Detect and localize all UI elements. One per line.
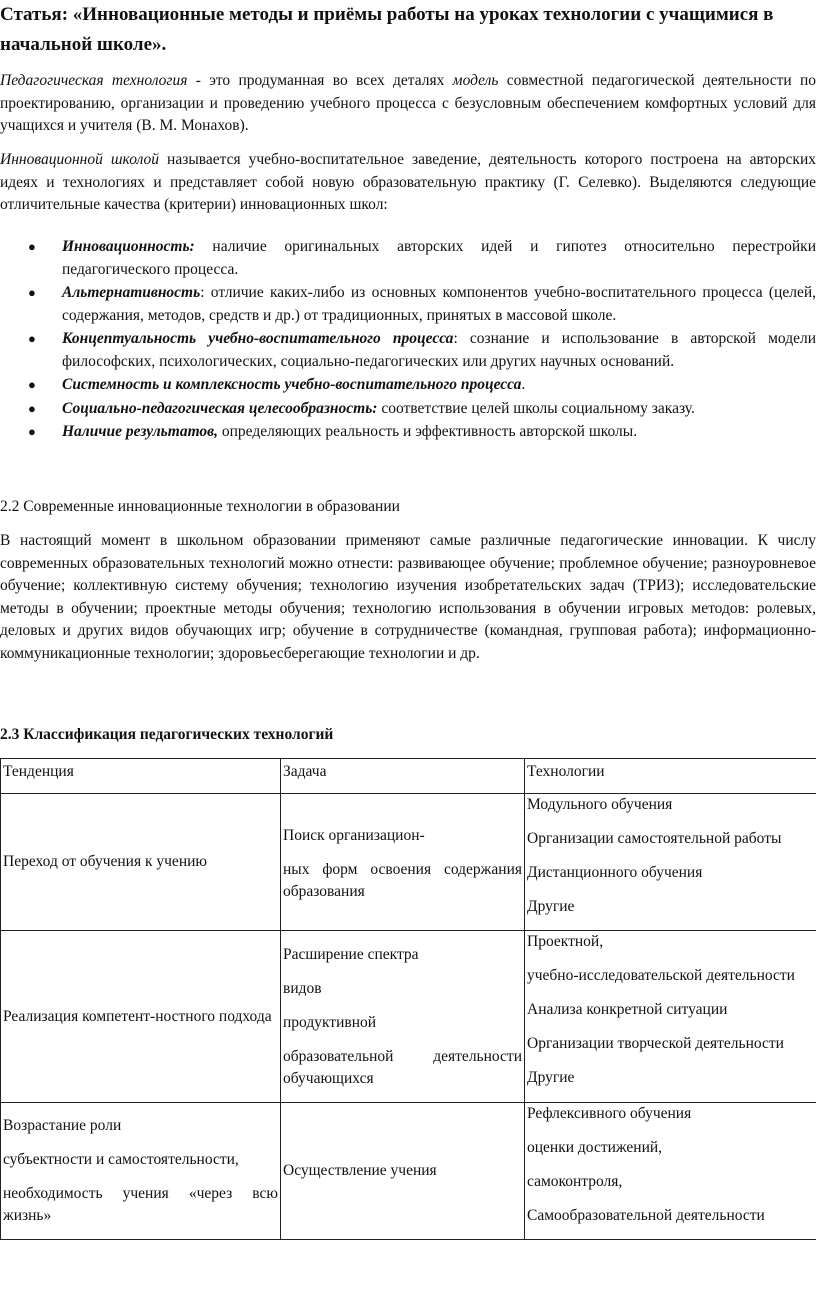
- bullet-icon: ●: [28, 377, 36, 392]
- article-title: Статья: «Инновационные методы и приёмы работы на уроках технологии с учащимися в начальной школе».: [0, 4, 774, 55]
- list-item: ● Концептуальность учебно-воспитательного процесса: сознание и использование в авторской модели философских, психологических, социально-педагогических или других научных оснований.: [28, 330, 816, 370]
- criteria-list: [0, 236, 816, 445]
- task-cell: Осуществление учения: [281, 1103, 525, 1240]
- technologies-cell: Проектной, учебно-исследовательской деятельности Анализа конкретной ситуации Организации творческой деятельности Другие: [525, 931, 816, 1103]
- bullet-icon: ●: [28, 331, 36, 346]
- classification-table: [0, 758, 816, 1240]
- definition-paragraph-technology: Педагогическая технология - это продуманная во всех деталях модель совместной педагогической деятельности по проектированию, организации и проведению учебного процесса с безусловным обеспечением комфортных условий для учащихся и учителя (В. М. Монахов).: [0, 72, 816, 134]
- list-item: ● Альтернативность: отличие каких-либо из основных компонентов учебно-воспитательного процесса (целей, содержания, методов, средств и др.) от традиционных, принятых в массовой школе.: [28, 284, 816, 324]
- trend-cell: Переход от обучения к учению: [1, 794, 281, 931]
- list-item: ● Наличие результатов, определяющих реальность и эффективность авторской школы.: [0, 421, 816, 444]
- list-item: ● Социально-педагогическая целесообразность: соответствие целей школы социальному заказу.: [0, 398, 816, 421]
- list-item: ● Инновационность: наличие оригинальных авторских идей и гипотез относительно перестройки педагогического процесса.: [28, 238, 816, 278]
- column-header-task: Задача: [281, 759, 525, 794]
- column-header-trend: Тенденция: [1, 759, 281, 794]
- trend-cell: Возрастание роли субъектности и самостоятельности, необходимость учения «через всю жизнь»: [1, 1103, 281, 1240]
- term-innovative-school: Инновационной школой: [0, 151, 160, 168]
- section-2-3-heading: 2.3 Классификация педагогических технологий: [0, 726, 334, 743]
- technologies-cell: Рефлексивного обучения оценки достижений, самоконтроля, Самообразовательной деятельности: [525, 1103, 816, 1240]
- term-ped-technology: Педагогическая технология: [0, 72, 188, 89]
- column-header-technologies: Технологии: [525, 759, 816, 794]
- table-row: [1, 794, 816, 931]
- table-row: [1, 1103, 816, 1240]
- task-cell: Расширение спектра видов продуктивной образовательной деятельности обучающихся: [281, 931, 525, 1103]
- trend-cell: Реализация компетент-ностного подхода: [1, 931, 281, 1103]
- section-2-2-body: В настоящий момент в школьном образовании применяют самые различные педагогические инновации. К числу современных образовательных технологий можно отнести: развивающее обучение; проблемное обучение; разноуровневое обучение; коллективную систему обучения; технологию изучения изобретательских задач (ТРИЗ); исследовательские методы в обучении; проектные методы обучения; технологию использования в обучении игровых методов: ролевых, деловых и других видов обучающих игр; обучение в сотрудничестве (командная, групповая работа); информационно-коммуникационные технологии; здоровьесберегающие технологии и др.: [0, 532, 816, 662]
- bullet-icon: ●: [28, 285, 36, 300]
- section-2-2-heading: 2.2 Современные инновационные технологии в образовании: [0, 498, 400, 515]
- bullet-icon: ●: [28, 239, 36, 254]
- bullet-icon: ●: [28, 424, 36, 439]
- table-row: [1, 931, 816, 1103]
- term-model: модель: [452, 72, 499, 89]
- bullet-icon: ●: [28, 400, 36, 416]
- table-header-row: [1, 759, 816, 794]
- definition-paragraph-school: Инновационной школой называется учебно-воспитательное заведение, деятельность которого построена на авторских идеях и технологиях и представляет собой новую образовательную практику (Г. Селевко). Выделяются следующие отличительные качества (критерии) инновационных школ:: [0, 151, 816, 213]
- task-cell: Поиск организацион- ных форм освоения содержания образования: [281, 794, 525, 931]
- technologies-cell: Модульного обучения Организации самостоятельной работы Дистанционного обучения Другие: [525, 794, 816, 931]
- list-item: ● Системность и комплексность учебно-воспитательного процесса.: [0, 374, 816, 397]
